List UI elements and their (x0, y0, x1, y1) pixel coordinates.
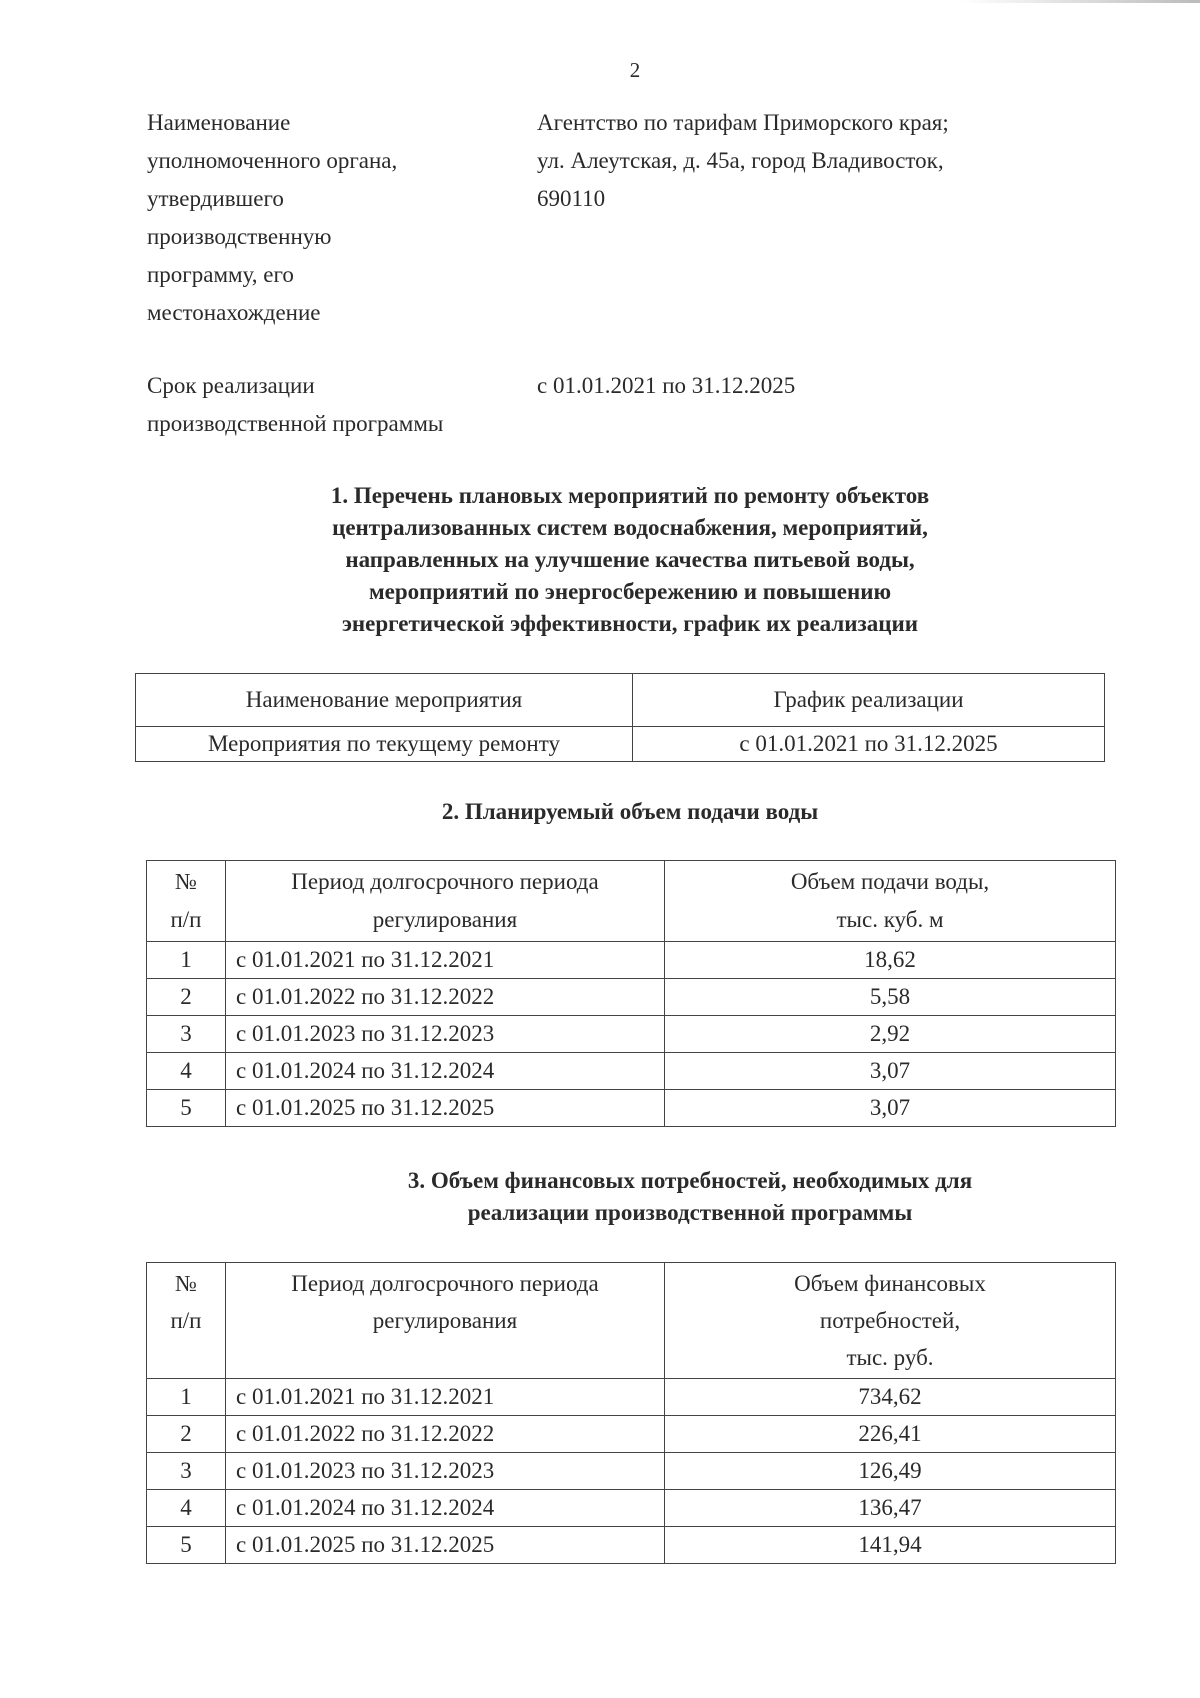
section-3-title (250, 1165, 1130, 1229)
row-value: 136,47 (665, 1490, 1116, 1527)
title-line: централизованных систем водоснабжения, мероприятий, (332, 515, 928, 540)
label-line: утвердившего (147, 186, 284, 211)
row-number: 2 (147, 1416, 226, 1453)
value-line: ул. Алеутская, д. 45а, город Владивосток, (537, 148, 944, 173)
table-row (147, 1053, 1116, 1090)
row-period: с 01.01.2025 по 31.12.2025 (226, 1527, 665, 1564)
table-header-row (147, 861, 1116, 942)
header-line: регулирования (372, 1308, 518, 1333)
title-line: реализации производственной программы (467, 1200, 913, 1225)
row-period: с 01.01.2025 по 31.12.2025 (226, 1090, 665, 1127)
row-number: 1 (147, 942, 226, 979)
title-line: 3. Объем финансовых потребностей, необходимых для (407, 1168, 973, 1193)
section-1-title (180, 480, 1080, 640)
table-cell: Мероприятия по текущему ремонту (136, 727, 633, 762)
header-cell (665, 861, 1116, 942)
label-line: Наименование (147, 110, 291, 135)
label-line: Срок реализации (147, 373, 315, 398)
header-cell (147, 1263, 226, 1379)
table-header-row (136, 674, 1105, 727)
row-number: 3 (147, 1453, 226, 1490)
row-period: с 01.01.2024 по 31.12.2024 (226, 1490, 665, 1527)
table-row (147, 1090, 1116, 1127)
header-cell (147, 861, 226, 942)
row-value: 734,62 (665, 1379, 1116, 1416)
table-row (147, 979, 1116, 1016)
row-number: 4 (147, 1490, 226, 1527)
table-cell: с 01.01.2021 по 31.12.2025 (633, 727, 1105, 762)
row-number: 5 (147, 1090, 226, 1127)
header-line: тыс. куб. м (836, 907, 944, 932)
label-line: производственной программы (147, 411, 444, 436)
header-line: тыс. руб. (846, 1345, 934, 1370)
row-number: 3 (147, 1016, 226, 1053)
header-line: регулирования (372, 907, 518, 932)
row-number: 1 (147, 1379, 226, 1416)
row-value: 5,58 (665, 979, 1116, 1016)
row-value: 3,07 (665, 1053, 1116, 1090)
header-cell (226, 861, 665, 942)
header-line: Период долгосрочного периода (291, 869, 599, 894)
row-number: 5 (147, 1527, 226, 1564)
row-period: с 01.01.2022 по 31.12.2022 (226, 1416, 665, 1453)
value-line: 690110 (537, 186, 606, 211)
row-value: 18,62 (665, 942, 1116, 979)
term-label (147, 367, 527, 443)
row-number: 2 (147, 979, 226, 1016)
scan-edge-mark (960, 0, 1200, 3)
header-line: потребностей, (819, 1308, 961, 1333)
table-row (147, 1379, 1116, 1416)
label-line: программу, его (147, 262, 294, 287)
water-supply-table (146, 860, 1116, 1127)
header-line: № (175, 869, 197, 894)
row-number: 4 (147, 1053, 226, 1090)
financial-needs-table (146, 1262, 1116, 1564)
section-2-title: 2. Планируемый объем подачи воды (441, 799, 819, 824)
table-row (147, 1453, 1116, 1490)
table-row (147, 1490, 1116, 1527)
title-line: мероприятий по энергосбережению и повышению (368, 579, 892, 604)
table-row (147, 1527, 1116, 1564)
header-line: п/п (170, 1308, 202, 1333)
title-line: направленных на улучшение качества питьевой воды, (345, 547, 915, 572)
table-row (147, 942, 1116, 979)
title-line: 1. Перечень плановых мероприятий по ремонту объектов (330, 483, 930, 508)
header-line: Объем финансовых (794, 1271, 986, 1296)
header-cell: График реализации (633, 674, 1105, 727)
row-value: 226,41 (665, 1416, 1116, 1453)
row-period: с 01.01.2022 по 31.12.2022 (226, 979, 665, 1016)
label-line: производственную (147, 224, 332, 249)
header-line: п/п (170, 907, 202, 932)
table-row (136, 727, 1105, 762)
row-value: 3,07 (665, 1090, 1116, 1127)
row-period: с 01.01.2023 по 31.12.2023 (226, 1016, 665, 1053)
label-line: уполномоченного органа, (147, 148, 398, 173)
header-cell (665, 1263, 1116, 1379)
page-number: 2 (629, 58, 641, 82)
table-row (147, 1016, 1116, 1053)
row-period: с 01.01.2023 по 31.12.2023 (226, 1453, 665, 1490)
header-cell: Наименование мероприятия (136, 674, 633, 727)
value-line: с 01.01.2021 по 31.12.2025 (537, 373, 796, 398)
header-line: Объем подачи воды, (790, 869, 990, 894)
authority-label (147, 104, 527, 332)
table-row (147, 1416, 1116, 1453)
header-line: № (175, 1271, 197, 1296)
value-line: Агентство по тарифам Приморского края; (537, 110, 949, 135)
row-period: с 01.01.2021 по 31.12.2021 (226, 942, 665, 979)
measures-table (135, 673, 1105, 762)
row-value: 126,49 (665, 1453, 1116, 1490)
row-value: 2,92 (665, 1016, 1116, 1053)
label-line: местонахождение (147, 300, 321, 325)
header-cell (226, 1263, 665, 1379)
row-period: с 01.01.2021 по 31.12.2021 (226, 1379, 665, 1416)
term-value (537, 367, 1097, 405)
header-line: Период долгосрочного периода (291, 1271, 599, 1296)
table-header-row (147, 1263, 1116, 1379)
row-value: 141,94 (665, 1527, 1116, 1564)
row-period: с 01.01.2024 по 31.12.2024 (226, 1053, 665, 1090)
title-line: энергетической эффективности, график их реализации (341, 611, 919, 636)
authority-value (537, 104, 1097, 218)
